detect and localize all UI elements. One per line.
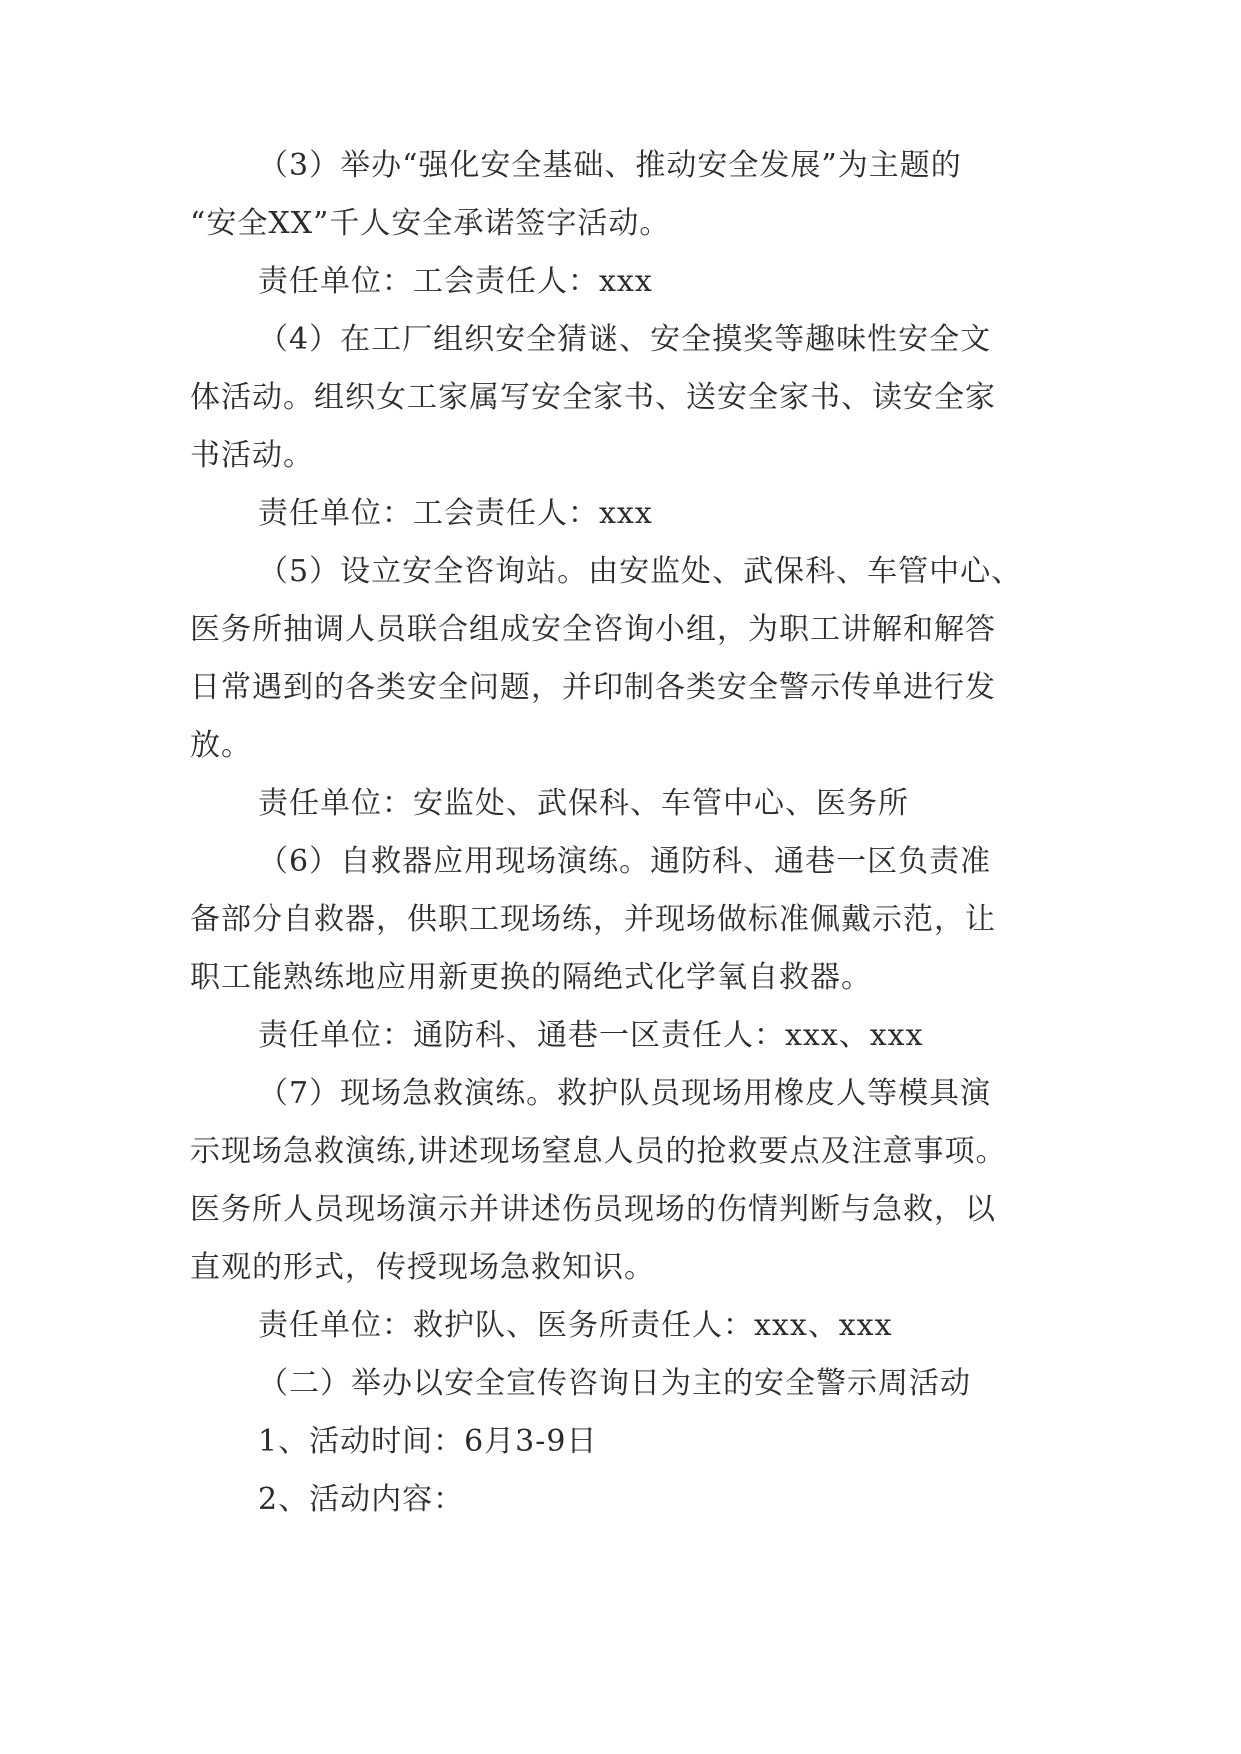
text-line: （3）举办“强化安全基础、推动安全发展”为主题的 — [258, 148, 962, 183]
text-line: （5）设立安全咨询站。由安监处、武保科、车管中心、 — [258, 554, 1023, 589]
text-line: 体活动。组织女工家属写安全家书、送安全家书、读安全家 — [190, 380, 996, 415]
text-line: 责任单位：工会责任人：xxx — [258, 264, 653, 299]
text-line: 1、活动时间：6月3-9日 — [258, 1424, 598, 1459]
text-line: 直观的形式，传授现场急救知识。 — [190, 1250, 655, 1285]
text-line: （4）在工厂组织安全猜谜、安全摸奖等趣味性安全文 — [258, 322, 992, 357]
text-line: 责任单位：工会责任人：xxx — [258, 496, 653, 531]
text-line: 医务所抽调人员联合组成安全咨询小组，为职工讲解和解答 — [190, 612, 996, 647]
text-line: 医务所人员现场演示并讲述伤员现场的伤情判断与急救，以 — [190, 1192, 996, 1227]
text-line: 示现场急救演练,讲述现场窒息人员的抢救要点及注意事项。 — [190, 1134, 1007, 1169]
text-line: 责任单位：通防科、通巷一区责任人：xxx、xxx — [258, 1018, 924, 1053]
text-line: （7）现场急救演练。救护队员现场用橡皮人等模具演 — [258, 1076, 992, 1111]
text-line: 责任单位：安监处、武保科、车管中心、医务所 — [258, 786, 909, 821]
text-line: （6）自救器应用现场演练。通防科、通巷一区负责准 — [258, 844, 992, 879]
text-line: 日常遇到的各类安全问题，并印制各类安全警示传单进行发 — [190, 670, 996, 705]
text-line: 放。 — [190, 728, 252, 763]
text-line: 责任单位：救护队、医务所责任人：xxx、xxx — [258, 1308, 893, 1343]
text-line: 书活动。 — [190, 438, 314, 473]
text-line: 2、活动内容： — [258, 1482, 465, 1517]
text-line: “安全XX”千人安全承诺签字活动。 — [190, 206, 671, 241]
text-line: 职工能熟练地应用新更换的隔绝式化学氧自救器。 — [190, 960, 872, 995]
text-line: 备部分自救器，供职工现场练，并现场做标准佩戴示范，让 — [190, 902, 996, 937]
section-heading: （二）举办以安全宣传咨询日为主的安全警示周活动 — [258, 1366, 971, 1401]
